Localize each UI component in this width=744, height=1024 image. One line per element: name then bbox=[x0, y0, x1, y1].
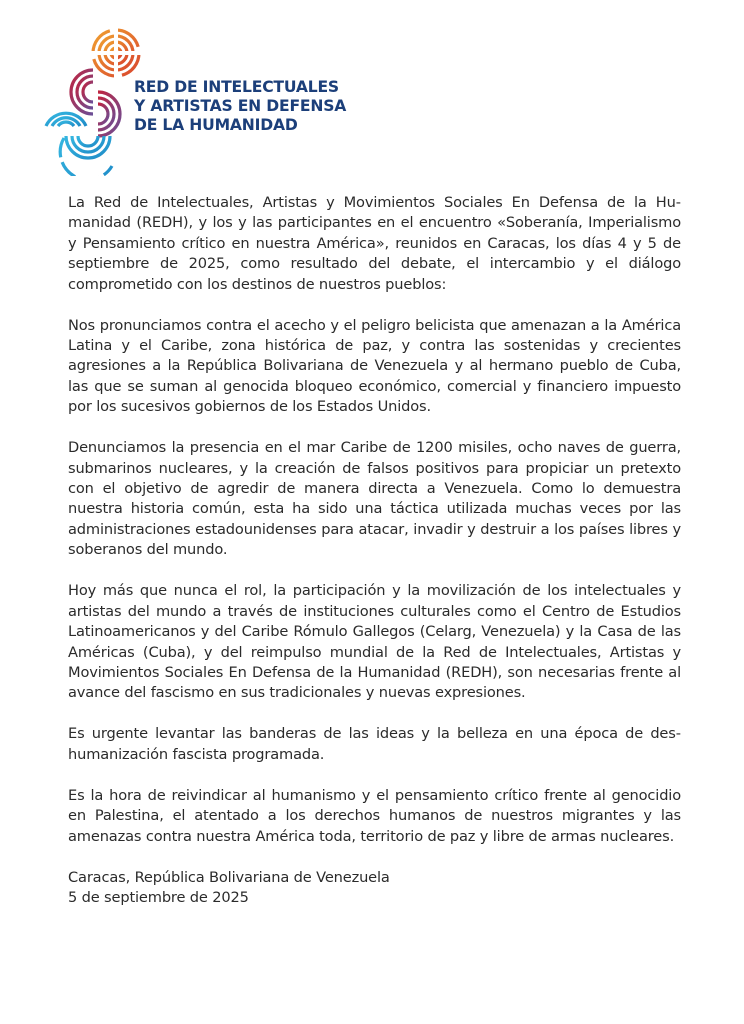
logo-line-3: DE LA HUMANIDAD bbox=[134, 116, 298, 134]
signature-date: 5 de septiembre de 2025 bbox=[68, 888, 249, 906]
logo-wordmark bbox=[134, 78, 346, 135]
paragraph-urgency: Es urgente levantar las banderas de las ideas y la belleza en una época de deshumanización fascista programada. bbox=[68, 725, 681, 763]
paragraph-intro: La Red de Intelectuales, Artistas y Movimientos Sociales En Defensa de la Humanidad (REDH), y los y las participantes en el encuentro «Soberanía, Imperialismo y Pensamiento crítico en nuestra América», reunidos en Caracas, los días 4 y 5 de septiembre de 2025, como resultado del debate, el intercambio y el diálogo comprometido con los destinos de nuestros pueblos: bbox=[68, 194, 681, 293]
logo-line-1: RED DE INTELECTUALES bbox=[134, 78, 339, 96]
paragraph-humanism: Es la hora de reivindicar al humanismo y el pensamiento crítico frente al genocidio en Palestina, el atentado a los derechos humanos de nuestros migrantes y las amenazas contra nuestra América toda, territorio de paz y libre de armas nucleares. bbox=[68, 786, 681, 845]
paragraph-denunciation: Denunciamos la presencia en el mar Caribe de 1200 misiles, ocho naves de guerra, submarinos nucleares, y la creación de falsos positivos para propiciar un pretexto con el objetivo de agredir de manera directa a Venezuela. Como lo demuestra nuestra historia común, esta ha sido una táctica utilizada muchas veces por las administraciones estadounidenses para atacar, invadir y destruir a los países libres y soberanos del mundo. bbox=[68, 439, 681, 559]
signature-place: Caracas, República Bolivariana de Venezuela bbox=[68, 868, 390, 886]
paragraph-mobilization: Hoy más que nunca el rol, la participación y la movilización de los intelectuales y artistas del mundo a través de instituciones culturales como el Centro de Estudios Latinoamericanos y del Caribe Rómulo Gallegos (Celarg, Venezuela) y la Casa de las Américas (Cuba), y del reimpulso mundial de la Red de Intelectuales, Artistas y Movimientos Sociales En Defensa de la Humanidad (REDH), son necesarias frente al avance del fascismo en sus tradicionales y nuevas expresiones. bbox=[68, 582, 681, 702]
logo-line-2: Y ARTISTAS EN DEFENSA bbox=[134, 97, 347, 115]
declaration-body bbox=[68, 193, 681, 908]
paragraph-pronouncement: Nos pronunciamos contra el acecho y el peligro belicista que amenazan a la América Latina y el Caribe, zona histórica de paz, y contra las sostenidas y crecientes agresiones a la República Bolivariana de Venezuela y al hermano pueblo de Cuba, las que se suman al genocida bloqueo económico, comercial y financiero impuesto por los sucesivos gobiernos de los Estados Unidos. bbox=[68, 316, 681, 416]
redh-emblem-icon bbox=[38, 26, 148, 176]
redh-logo bbox=[38, 26, 347, 176]
